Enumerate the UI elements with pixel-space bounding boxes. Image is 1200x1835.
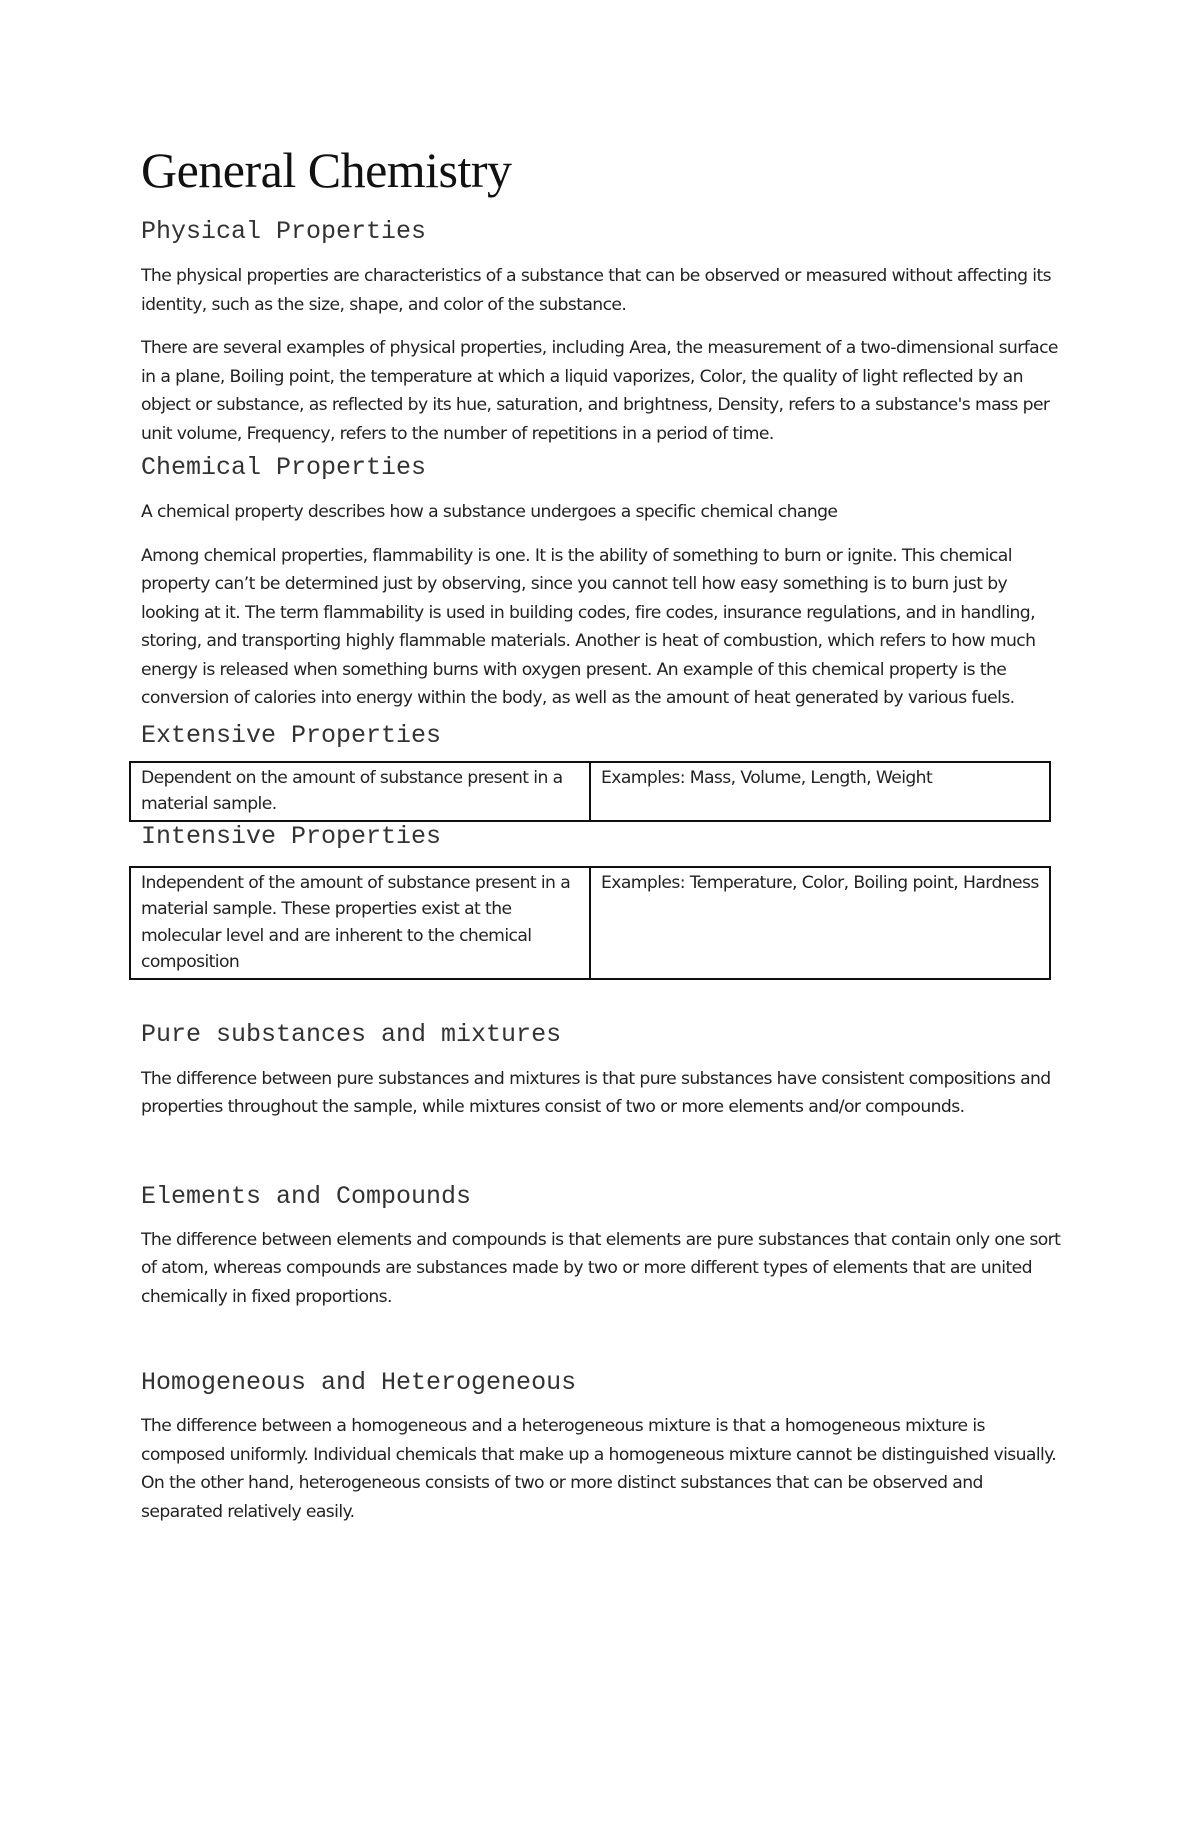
heading-elements-and-compounds: Elements and Compounds	[141, 1181, 472, 1211]
chemical-paragraph-2: Among chemical properties, flammability is one. It is the ability of something to burn or ignite. This chemical property can’t be determined just by observing, since you cannot tell how easy something is to burn just by looking at it. The term flammability is used in building codes, fire codes, insurance regulations, and in handling, storing, and transporting highly flammable materials. Another is heat of combustion, which refers to how much energy is released when something burns with oxygen present. An example of this chemical property is the conversion of calories into energy within the body, as well as the amount of heat generated by various fuels.	[141, 545, 1036, 708]
intensive-definition-cell: Independent of the amount of substance present in a material sample. These properties exist at the molecular level and are inherent to the chemical composition	[130, 867, 590, 979]
heading-intensive-properties: Intensive Properties	[141, 821, 442, 851]
intensive-examples-cell: Examples: Temperature, Color, Boiling point, Hardness	[590, 867, 1050, 979]
heading-physical-properties: Physical Properties	[141, 217, 427, 246]
chemical-paragraph-1: A chemical property describes how a substance undergoes a specific chemical change	[141, 502, 838, 522]
extensive-definition-cell: Dependent on the amount of substance present in a material sample.	[130, 762, 590, 821]
physical-paragraph-2: There are several examples of physical properties, including Area, the measurement of a two-dimensional surface in a plane, Boiling point, the temperature at which a liquid vaporizes, Color, the quality of light reflected by an object or substance, as reflected by its hue, saturation, and brightness, Density, refers to a substance's mass per unit volume, Frequency, refers to the number of repetitions in a period of time.	[141, 338, 1058, 444]
pure-substances-paragraph: The difference between pure substances and mixtures is that pure substances have consistent compositions and properties throughout the sample, while mixtures consist of two or more elements and/or compounds.	[141, 1068, 1051, 1117]
heading-chemical-properties: Chemical Properties	[141, 453, 427, 482]
table-row	[130, 867, 1050, 979]
heading-extensive-properties: Extensive Properties	[141, 720, 442, 750]
elements-compounds-paragraph: The difference between elements and compounds is that elements are pure substances that contain only one sort of atom, whereas compounds are substances made by two or more different types of elements that are united chemically in fixed proportions.	[141, 1229, 1061, 1307]
document-page	[141, 140, 1066, 1526]
homogeneous-heterogeneous-paragraph: The difference between a homogeneous and a heterogeneous mixture is that a homogeneous mixture is composed uniformly. Individual chemicals that make up a homogeneous mixture cannot be distinguished visually. On the other hand, heterogeneous consists of two or more distinct substances that can be observed and separated relatively easily.	[141, 1416, 1057, 1522]
extensive-properties-table	[129, 761, 1051, 822]
heading-pure-substances-and-mixtures: Pure substances and mixtures	[141, 1019, 562, 1049]
heading-homogeneous-and-heterogeneous: Homogeneous and Heterogeneous	[141, 1368, 577, 1397]
table-row	[130, 762, 1050, 821]
document-title: General Chemistry	[141, 142, 512, 198]
extensive-examples-cell: Examples: Mass, Volume, Length, Weight	[590, 762, 1050, 821]
intensive-properties-table	[129, 866, 1051, 980]
physical-paragraph-1: The physical properties are characteristics of a substance that can be observed or measured without affecting its identity, such as the size, shape, and color of the substance.	[141, 266, 1051, 315]
